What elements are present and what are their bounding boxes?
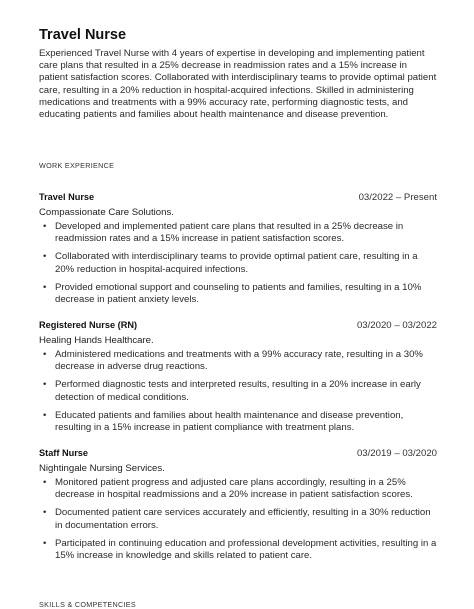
- bullet-text: Developed and implemented patient care plans that resulted in a 25% decrease in readmission rates and a 15% increase in patient satisfaction scores.: [55, 221, 404, 245]
- job-entry: [39, 448, 437, 568]
- bullet-icon: •: [43, 537, 47, 549]
- job-dates: 03/2019 – 03/2020: [356, 448, 437, 459]
- job-header: [39, 192, 437, 206]
- bullet-text: Participated in continuing education and professional development activities, resulting in a 15% increase in knowledge and skills related to patient care.: [55, 537, 437, 562]
- bullet-item: [39, 477, 437, 501]
- job-title: Registered Nurse (RN): [39, 320, 138, 330]
- bullet-icon: •: [43, 281, 47, 293]
- company-name: Compassionate Care Solutions.: [39, 207, 174, 218]
- bullet-text: Educated patients and families about health maintenance and disease prevention, resulting in a 15% increase in patient compliance with treatment plans.: [55, 409, 404, 434]
- job-entry: [39, 192, 437, 312]
- bullet-text: Collaborated with interdisciplinary teams to provide optimal patient care, resulting in a 20% reduction in hospital-acquired infections.: [55, 251, 418, 275]
- work-experience-heading: WORK EXPERIENCE: [39, 161, 115, 170]
- bullet-icon: •: [43, 379, 47, 391]
- bullet-text: Monitored patient progress and adjusted care plans accordingly, resulting in a 25% decrease in hospital readmissions and a 20% increase in patient satisfaction scores.: [55, 477, 413, 501]
- bullet-item: [39, 507, 437, 531]
- bullet-item: [39, 282, 437, 306]
- bullet-text: Documented patient care services accurately and efficiently, resulting in a 30% reduction in documentation errors.: [55, 507, 431, 531]
- job-dates: 03/2020 – 03/2022: [356, 320, 437, 331]
- job-title: Travel Nurse: [39, 192, 95, 202]
- bullet-item: [39, 349, 437, 373]
- bullet-icon: •: [43, 477, 47, 488]
- bullet-icon: •: [43, 409, 47, 421]
- bullet-text: Administered medications and treatments with a 99% accuracy rate, resulting in a 30% decrease in adverse drug reactions.: [55, 349, 423, 373]
- resume-page: [39, 26, 437, 609]
- bullet-icon: •: [43, 251, 47, 263]
- job-entry: [39, 320, 437, 440]
- job-bullets: [39, 477, 437, 562]
- bullet-text: Provided emotional support and counseling to patients and families, resulting in a 10% decrease in patient anxiety levels.: [55, 281, 422, 306]
- job-header: [39, 448, 437, 462]
- job-bullets: [39, 221, 437, 306]
- bullet-item: [39, 251, 437, 275]
- bullet-icon: •: [43, 221, 47, 232]
- company-name: Nightingale Nursing Services.: [39, 463, 165, 474]
- bullet-item: [39, 221, 437, 245]
- company-name: Healing Hands Healthcare.: [39, 335, 154, 346]
- skills-heading: SKILLS & COMPETENCIES: [39, 600, 136, 609]
- job-bullets: [39, 349, 437, 434]
- job-title: Staff Nurse: [39, 448, 89, 458]
- professional-summary: Experienced Travel Nurse with 4 years of expertise in developing and implementing patient care plans that resulted in a 25% decrease in readmission rates and a 15% increase in patient satisfaction scores. Collaborated with interdisciplinary teams to provide optimal patient care, resulting in a 20% reduction in hospital-acquired infections. Skilled in administering medications and treatments with a 99% accuracy rate, performing diagnostic tests, and educating patients and families about health maintenance and disease prevention.: [39, 48, 437, 121]
- bullet-icon: •: [43, 349, 47, 360]
- job-dates: 03/2022 – Present: [358, 192, 437, 203]
- bullet-icon: •: [43, 507, 47, 519]
- bullet-item: [39, 538, 437, 562]
- resume-title: Travel Nurse: [39, 27, 127, 43]
- bullet-text: Performed diagnostic tests and interpreted results, resulting in a 20% increase in early detection of medical conditions.: [55, 379, 421, 403]
- job-header: [39, 320, 437, 334]
- bullet-item: [39, 410, 437, 434]
- bullet-item: [39, 379, 437, 403]
